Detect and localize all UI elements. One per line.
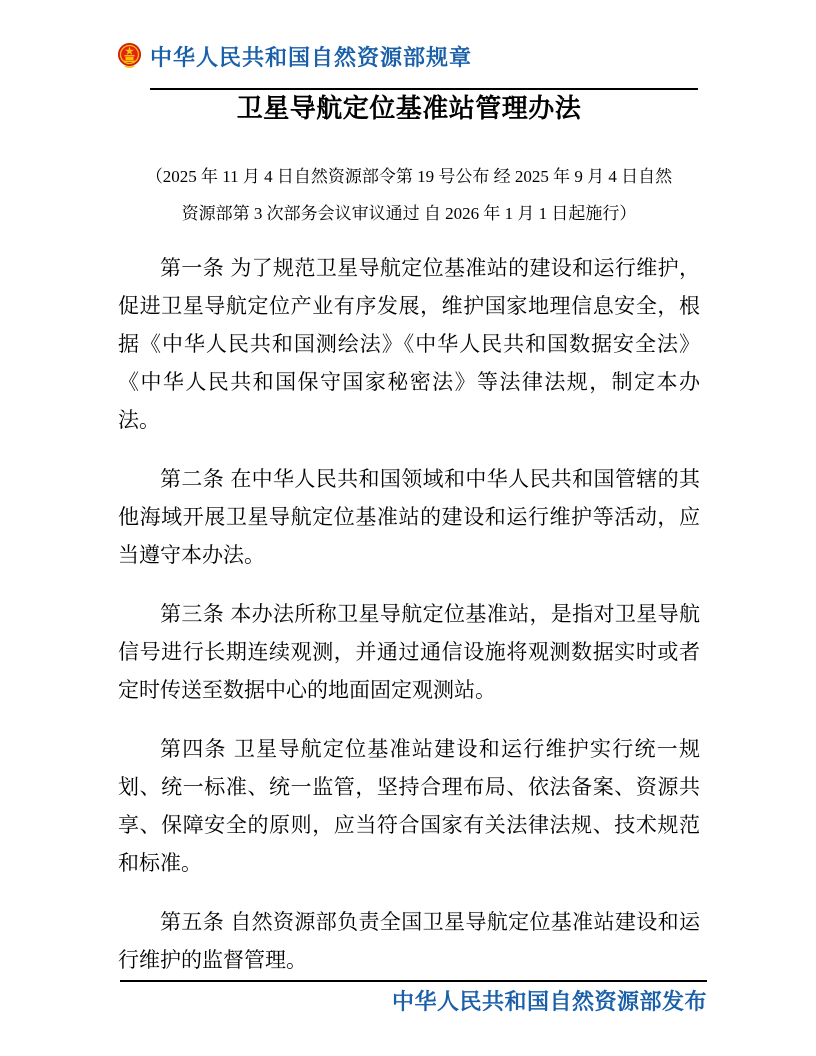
article-3-text: 本办法所称卫星导航定位基准站，是指对卫星导航信号进行长期连续观测，并通过通信设施将观测数据实时或者定时传送至数据中心的地面固定观测站。 bbox=[118, 603, 701, 702]
article-1-label: 第一条 bbox=[160, 257, 225, 280]
page-header bbox=[118, 42, 700, 70]
article-4-label: 第四条 bbox=[160, 738, 227, 761]
article-1 bbox=[118, 250, 700, 440]
header-org-title: 中华人民共和国自然资源部规章 bbox=[150, 44, 473, 70]
article-5 bbox=[118, 904, 700, 980]
document-title: 卫星导航定位基准站管理办法 bbox=[236, 94, 582, 123]
article-3-label: 第三条 bbox=[160, 603, 225, 626]
article-1-text: 为了规范卫星导航定位基准站的建设和运行维护，促进卫星导航定位产业有序发展，维护国家地理信息安全，根据《中华人民共和国测绘法》《中华人民共和国数据安全法》《中华人民共和国保守国家秘密法》等法律法规，制定本办法。 bbox=[118, 257, 701, 432]
article-4 bbox=[118, 731, 700, 883]
article-5-label: 第五条 bbox=[160, 911, 225, 934]
promulgation-note-line2: 资源部第 3 次部务会议审议通过 自 2026 年 1 月 1 日起施行） bbox=[181, 204, 637, 223]
article-3 bbox=[118, 596, 700, 710]
article-4-text: 卫星导航定位基准站建设和运行维护实行统一规划、统一标准、统一监管，坚持合理布局、依法备案、资源共享、保障安全的原则，应当符合国家有关法律法规、技术规范和标准。 bbox=[118, 738, 701, 875]
promulgation-note-line1: （2025 年 11 月 4 日自然资源部令第 19 号公布 经 2025 年 9 月 4 日自然 bbox=[145, 167, 673, 186]
footer-publisher: 中华人民共和国自然资源部发布 bbox=[391, 989, 707, 1014]
article-2-label: 第二条 bbox=[160, 468, 225, 491]
article-5-text: 自然资源部负责全国卫星导航定位基准站建设和运行维护的监督管理。 bbox=[118, 911, 701, 972]
promulgation-note bbox=[110, 158, 708, 232]
page-footer bbox=[120, 980, 707, 1016]
article-2 bbox=[118, 461, 700, 575]
national-emblem-icon bbox=[118, 43, 141, 69]
article-2-text: 在中华人民共和国领域和中华人民共和国管辖的其他海域开展卫星导航定位基准站的建设和运行维护等活动，应当遵守本办法。 bbox=[118, 468, 701, 567]
header-divider bbox=[150, 88, 698, 90]
document-body bbox=[118, 250, 700, 1001]
